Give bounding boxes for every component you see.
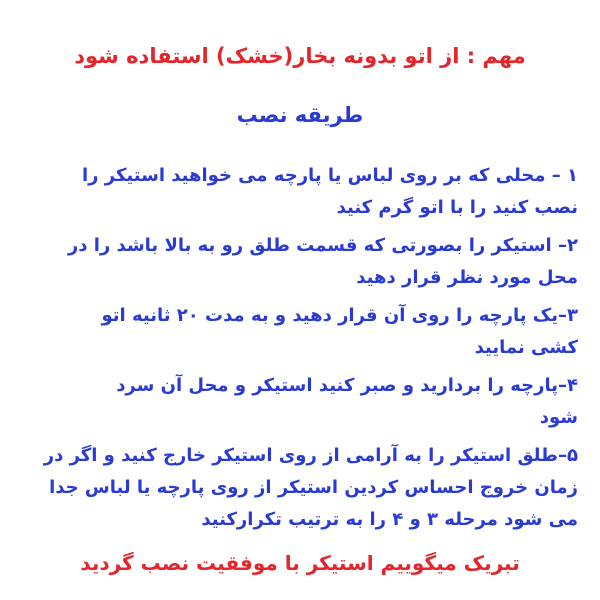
step-3	[22, 300, 578, 364]
step-5	[22, 440, 578, 536]
step-1	[22, 160, 578, 224]
installation-method-title: طریقه نصب	[236, 103, 364, 127]
congratulations-message: تبریک میگوییم استیکر با موفقیت نصب گردید	[80, 551, 520, 575]
step-4-line-1: ۴–پارچه را بردارید و صبر کنید استیکر و محل آن سرد	[116, 375, 578, 396]
step-4-line-2: شود	[539, 407, 578, 428]
step-1-line-2: نصب کنید را با اتو گرم کنید	[336, 197, 578, 218]
step-1-line-1: ۱ – محلی که بر روی لباس یا پارچه می خواهید استیکر را	[81, 165, 578, 186]
step-2	[22, 230, 578, 294]
warning-heading: مهم : از اتو بدونه بخار(خشک) استفاده شود	[74, 44, 526, 68]
step-5-line-1: ۵–طلق استیکر را به آرامی از روی استیکر خارج کنید و اگر در	[43, 445, 578, 466]
step-3-line-2: کشی نمایید	[474, 337, 578, 358]
step-5-line-2: زمان خروج احساس کردین استیکر از روی پارچه یا لباس جدا	[49, 477, 578, 498]
step-3-line-1: ۳–یک پارچه را روی آن قرار دهید و به مدت ۲۰ ثانیه اتو	[101, 305, 578, 326]
step-2-line-1: ۲– استیکر را بصورتی که قسمت طلق رو به بالا باشد را در	[67, 235, 578, 256]
step-4	[22, 370, 578, 434]
step-2-line-2: محل مورد نظر قرار دهید	[356, 267, 578, 288]
step-5-line-3: می شود مرحله ۳ و ۴ را به ترتیب تکرارکنید	[201, 509, 578, 530]
installation-steps-list	[22, 160, 578, 542]
